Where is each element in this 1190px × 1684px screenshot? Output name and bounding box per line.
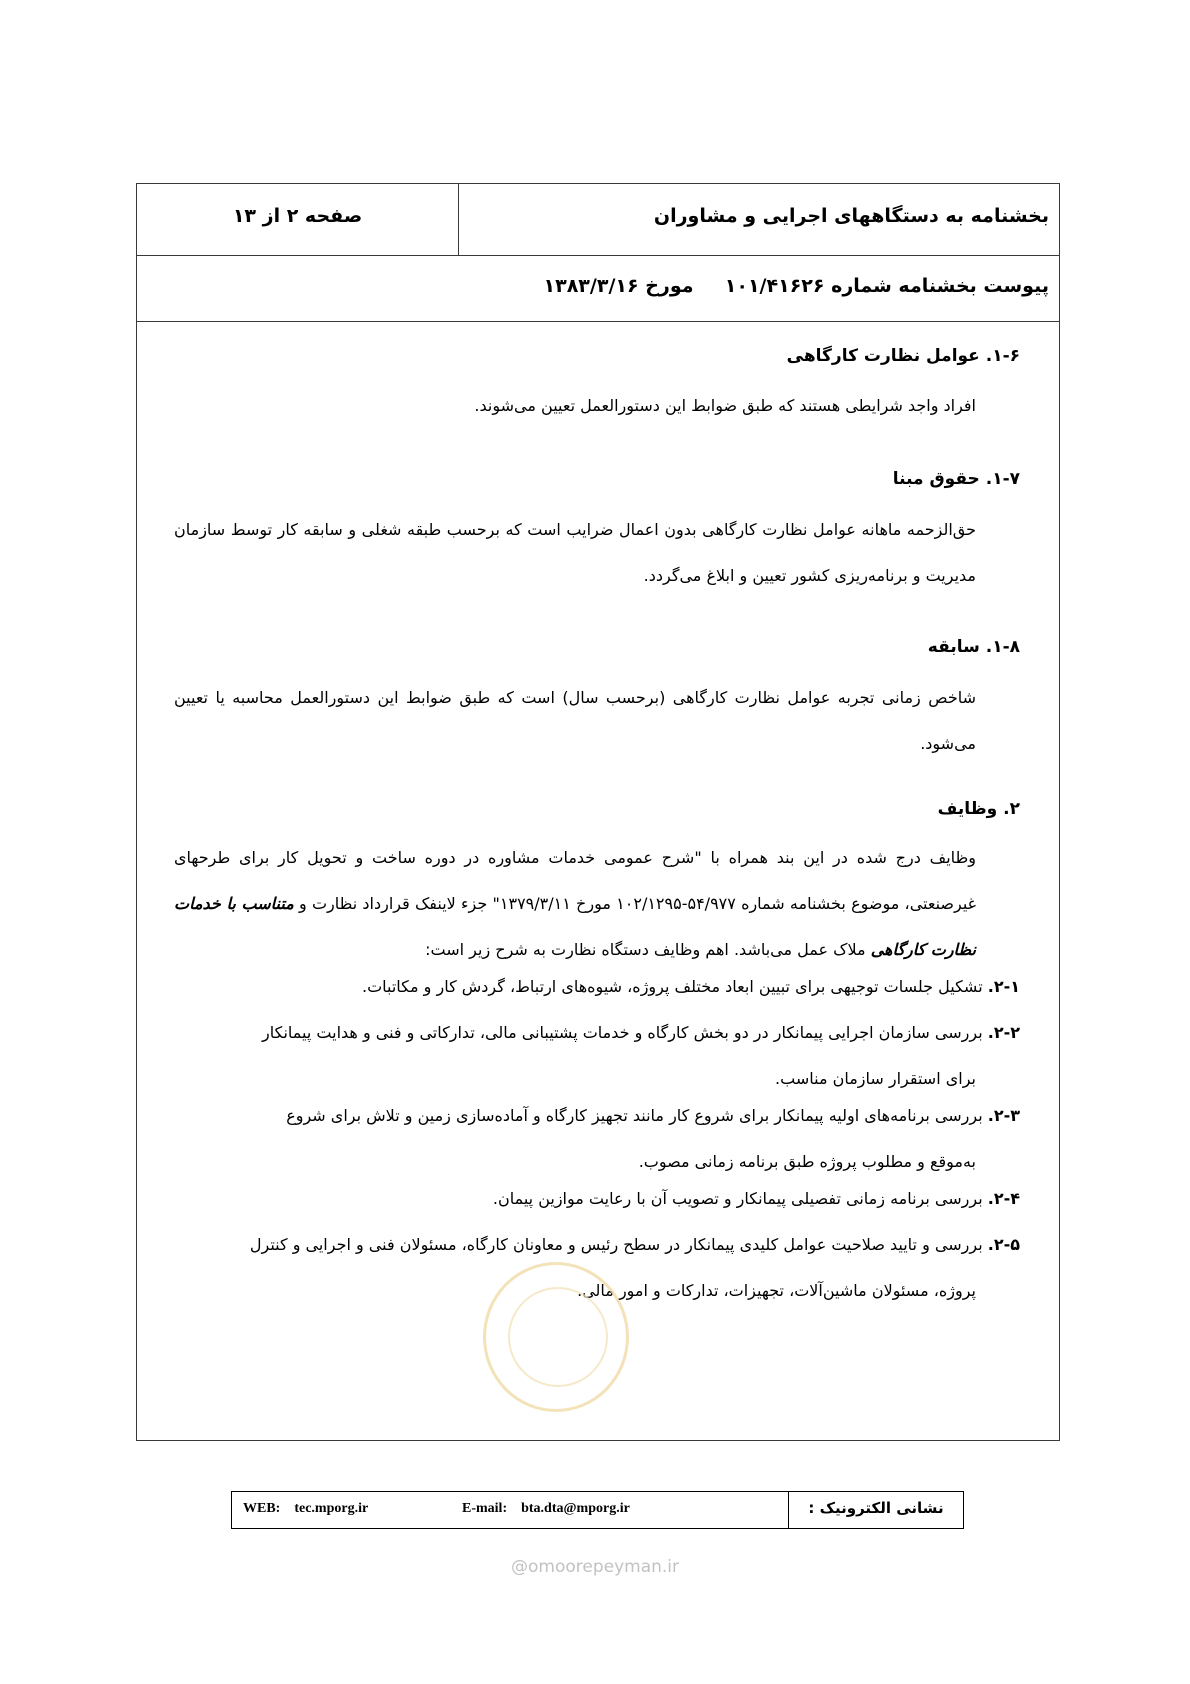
electronic-address-label: نشانی الکترونیک :	[808, 1499, 944, 1517]
website	[243, 1501, 368, 1517]
email-label: E-mail:	[462, 1501, 508, 1516]
duty-text-continued: پروژه، مسئولان ماشین‌آلات، تجهیزات، تدارکات و امور مالی.	[577, 1281, 976, 1300]
duty-number: ۲-۲.	[987, 1023, 1020, 1042]
section-heading-2: ۲. وظایف	[937, 799, 1020, 819]
duty-item-2-4	[174, 1176, 1020, 1222]
duty-text: بررسی برنامه‌های اولیه پیمانکار برای شروع کار مانند تجهیز کارگاه و آماده‌سازی زمین و تلاش برای شروع	[286, 1106, 983, 1125]
circular-date: ۱۳۸۳/۳/۱۶	[543, 275, 639, 297]
date-prefix: مورخ	[645, 275, 694, 297]
duty-text: تشکیل جلسات توجیهی برای تبیین ابعاد مختلف پروژه، شیوه‌های ارتباط، گردش کار و مکاتبات.	[361, 977, 983, 996]
contact-footer	[231, 1491, 964, 1529]
duty-item-2-2	[174, 1010, 1020, 1102]
duty-number: ۲-۵.	[987, 1235, 1020, 1254]
document-title: بخشنامه به دستگاههای اجرایی و مشاوران	[653, 205, 1049, 227]
duty-number: ۲-۱.	[987, 977, 1020, 996]
page-number: صفحه ۲ از ۱۳	[232, 205, 363, 227]
duty-text: بررسی برنامه زمانی تفصیلی پیمانکار و تصویب آن با رعایت موازین پیمان.	[492, 1189, 983, 1208]
duty-item-2-1	[174, 964, 1020, 1010]
section-text-2	[174, 835, 976, 973]
section-heading-1-6: ۱-۶. عوامل نظارت کارگاهی	[786, 346, 1020, 366]
section-text-1-7: حق‌الزحمه ماهانه عوامل نظارت کارگاهی بدون اعمال ضرایب است که برحسب طبقه شغلی و سابقه کار توسط سازمان مدیریت و برنامه‌ریزی کشور تعیین و ابلاغ می‌گردد.	[174, 520, 976, 585]
section-heading-1-8: ۱-۸. سابقه	[927, 637, 1020, 657]
email-link[interactable]: bta.dta@mporg.ir	[521, 1501, 630, 1516]
duty-number: ۲-۴.	[987, 1189, 1020, 1208]
section-text-2-part-b: ملاک عمل می‌باشد. اهم وظایف دستگاه نظارت به شرح زیر است:	[425, 940, 866, 959]
circular-number: ۱۰۱/۴۱۶۲۶	[724, 275, 825, 297]
email	[462, 1501, 630, 1517]
duty-item-2-3	[174, 1093, 1020, 1185]
watermark-seal	[483, 1262, 629, 1412]
web-link[interactable]: tec.mporg.ir	[294, 1501, 369, 1516]
duty-text-continued: به‌موقع و مطلوب پروژه طبق برنامه زمانی مصوب.	[638, 1152, 976, 1171]
duty-text: بررسی و تایید صلاحیت عوامل کلیدی پیمانکار در سطح رئیس و معاونان کارگاه، مسئولان فنی و اجرایی و کنترل	[249, 1235, 983, 1254]
duty-text-continued: برای استقرار سازمان مناسب.	[775, 1069, 976, 1088]
section-text-1-6: افراد واجد شرایطی هستند که طبق ضوابط این دستورالعمل تعیین می‌شوند.	[474, 396, 976, 415]
section-text-1-8: شاخص زمانی تجربه عوامل نظارت کارگاهی (برحسب سال) است که طبق ضوابط این دستورالعمل محاسبه یا تعیین می‌شود.	[174, 688, 976, 753]
section-text-2-emphasis: متناسب با خدمات نظارت کارگاهی	[174, 894, 976, 959]
watermark-site-text: @omoorepeyman.ir	[510, 1557, 680, 1577]
subtitle-prefix: پیوست بخشنامه شماره	[831, 275, 1049, 297]
section-heading-1-7: ۱-۷. حقوق مبنا	[892, 469, 1020, 489]
web-label: WEB:	[243, 1501, 281, 1516]
header-divider	[458, 184, 459, 255]
duty-number: ۲-۳.	[987, 1106, 1020, 1125]
section-text-2-part-a: وظایف درج شده در این بند همراه با "شرح عمومی خدمات مشاوره در دوره ساخت و تحویل کار برای طرحهای غیرصنعتی، موضوع بخشنامه شماره ۵۴/۹۷۷-۱۰۲/۱۲۹۵ مورخ ۱۳۷۹/۳/۱۱" جزء لاینفک قرارداد نظارت و	[174, 848, 977, 913]
attachment-subtitle	[544, 275, 1049, 297]
duty-text: بررسی سازمان اجرایی پیمانکار در دو بخش کارگاه و خدمات پشتیبانی مالی، تدارکاتی و فنی و هدایت پیمانکار	[262, 1023, 983, 1042]
